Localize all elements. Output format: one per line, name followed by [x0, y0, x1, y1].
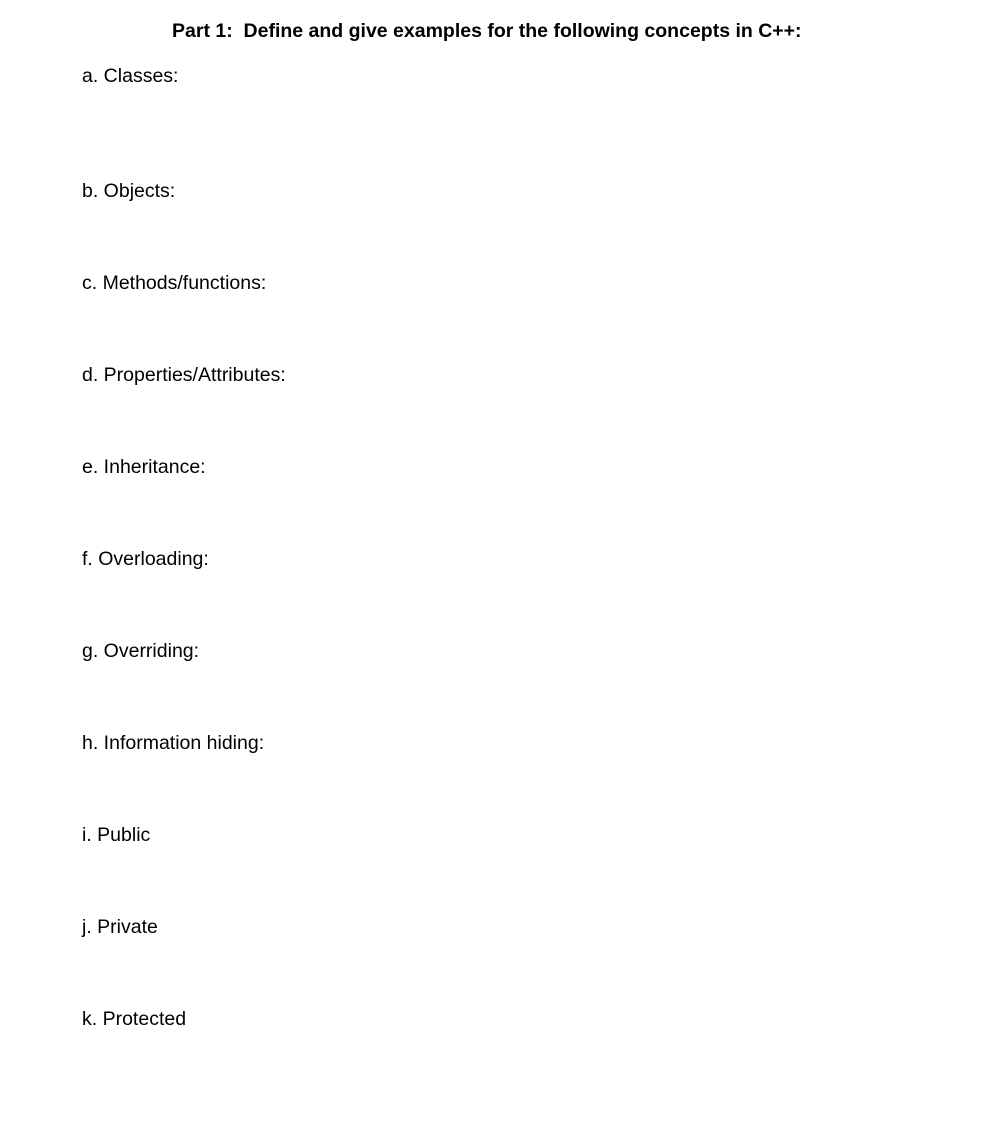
- page-title: Part 1: Define and give examples for the following concepts in C++:: [172, 20, 802, 42]
- concept-public: i. Public: [82, 824, 151, 846]
- concept-private: j. Private: [82, 916, 158, 938]
- concept-objects: b. Objects:: [82, 180, 176, 202]
- concept-information-hiding: h. Information hiding:: [82, 732, 265, 754]
- concept-inheritance: e. Inheritance:: [82, 456, 206, 478]
- concept-overloading: f. Overloading:: [82, 548, 209, 570]
- concept-properties-attributes: d. Properties/Attributes:: [82, 364, 286, 386]
- concept-methods-functions: c. Methods/functions:: [82, 272, 267, 294]
- concept-classes: a. Classes:: [82, 65, 179, 87]
- concept-protected: k. Protected: [82, 1008, 187, 1030]
- concept-overriding: g. Overriding:: [82, 640, 200, 662]
